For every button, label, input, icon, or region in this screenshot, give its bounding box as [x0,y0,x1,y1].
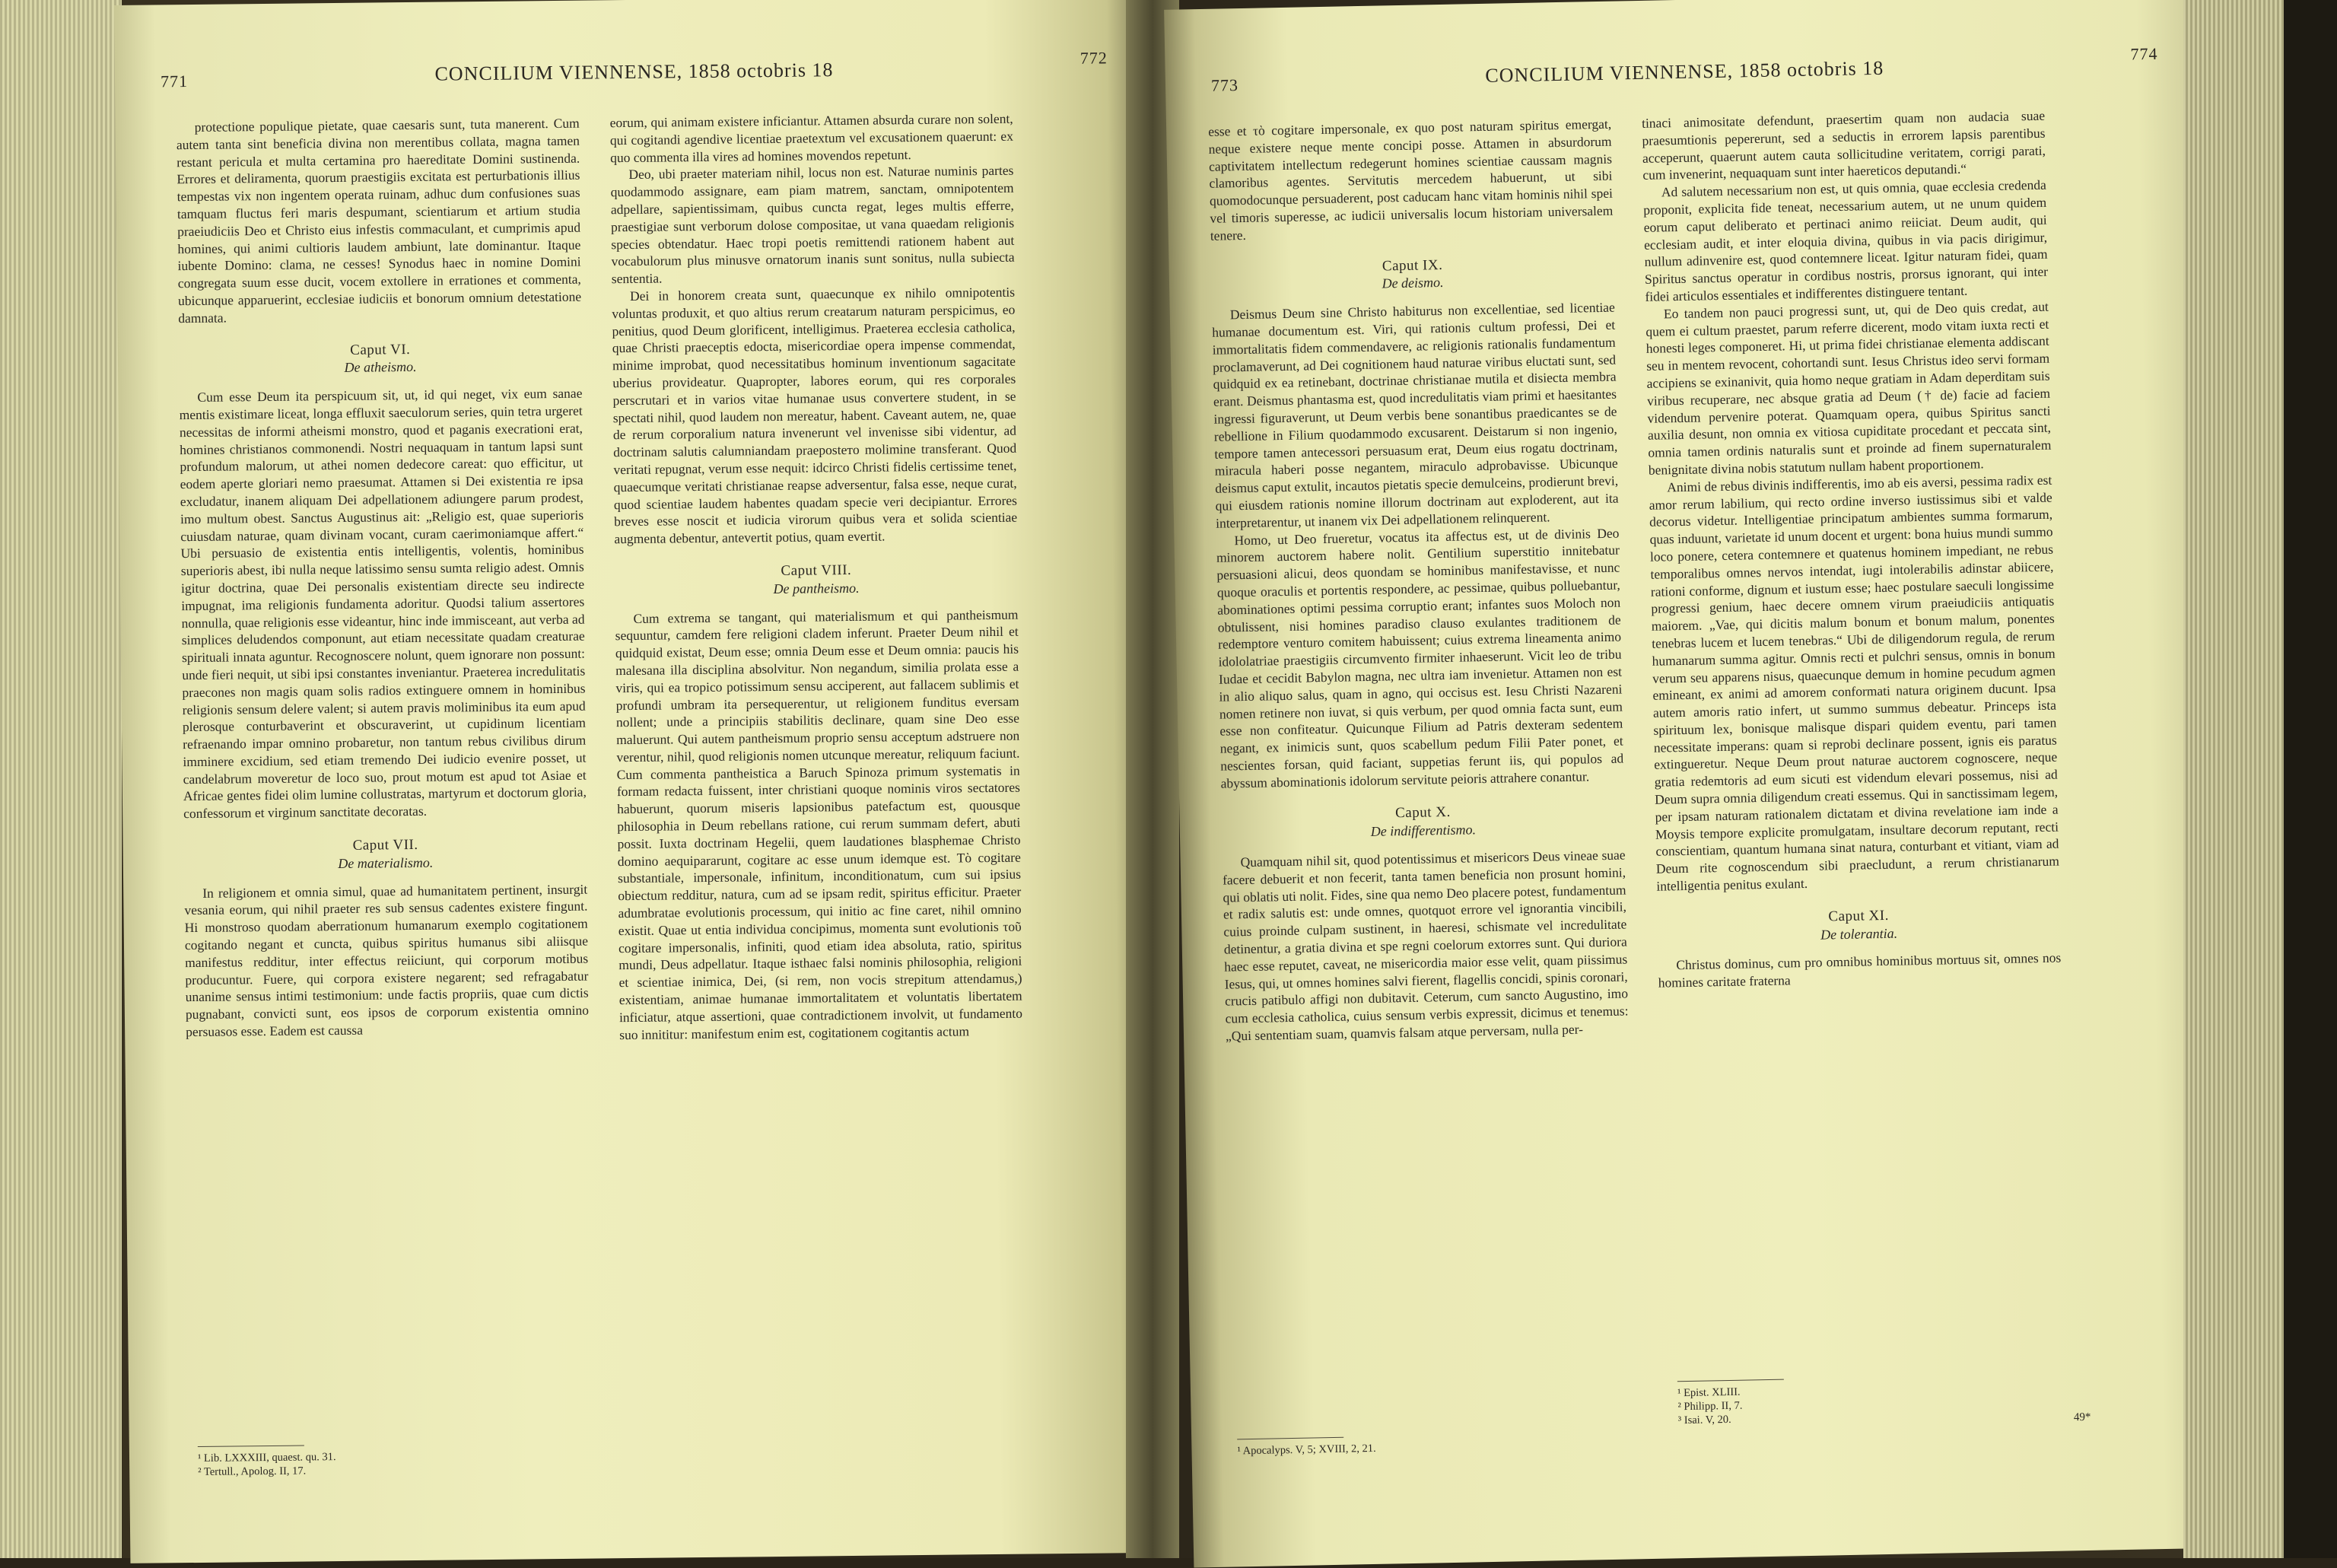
column-771 [176,115,590,1041]
footnote-774-2: ² Philipp. II, 7. [1677,1399,1743,1414]
footnote-rule [1677,1379,1784,1382]
running-head-left [161,48,1108,103]
chapter-subtitle: De tolerantia. [1820,925,1898,943]
paragraph: protectione populique pietate, quae caesaris sunt, tuta manerent. Cum autem tanta sint beneficia divina non merentibus collata, magna tamen restant pericula et multa certamina pro haereditate Domini sustinenda. Errores et deliramenta, quorum praestigiis excitata est perturbationis illius tempestas vix non ingentem operata ruinam, adhuc dum confusiones suas tamquam fluctus feri maris despumant, scientiarum et artium studia praeiudiciis Deo et Christo eius infestis commaculant, et cumprimis apud homines, qui animi cultioris laudem ambiunt, late dominantur. Itaque iubente Domino: clama, ne cesses! Synodus haec in nomine Domini congregata suum esse ducit, vocem extollere in errationes et commenta, ubicunque apparuerint, ecclesiae iudiciis et bonorum omnium detestatione damnata. [176,115,582,326]
paragraph: Ad salutem necessarium non est, ut quis omnia, quae ecclesia credenda proponit, explicita fide teneat, necessarium autem, ut ne unum quidem eorum caput deliberato et pertinaci animo reiiciat. Deum audit, qui ecclesiam audit, et inter eloquia divina, quibus in via pacis dirigimur, nullum adinvenire est, quod contemnere liceat. Igitur naturam fidei, quam Spiritus sanctus operatur in cordibus nostris, prorsus ignorant, qui inter fidei articulos essentiales et indifferentes distinguere tentant. [1643,177,2049,304]
running-title-right: CONCILIUM VIENNENSE, 1858 octobris 18 [1485,56,1884,87]
paragraph: In religionem et omnia simul, quae ad humanitatem pertinent, insurgit vesania eorum, qui nihil praeter res sub sensus cadentes existere fingunt. Hi monstroso quodam aberrationum humanarum exemplo cogitationem cogitando negant et cuncta, quibus spiritus humanus sibi aliisque manifestus redditur, inter effectus reiiciunt, qui corporum motibus producuntur. Fuere, qui corpora existere negarent; sed refragabatur unanime sensus intimi testimonium: unde factis propriis, quae cum dictis pugnabant, convicti sunt, eos ipsos de corporum existentia omnino persuasos esse. Eadem est caussa [184,881,590,1040]
chapter-heading: Caput XI. [1828,907,1890,925]
page-number-773: 773 [1210,75,1239,95]
signature-mark: 49* [2073,1411,2091,1424]
column-772 [610,110,1023,1044]
chapter-heading: Caput IX. [1382,256,1443,275]
paragraph: tinaci animositate defendunt, praesertim quam non audacia suae praesumtionis pepererunt, sed a seductis in errorem lapsis parentibus acceperunt, quaerunt autem cauta sollicitudine veritatem, corrigi parati, cum invenerint, nequaquam sunt inter haereticos deputandi.“ [1641,107,2046,183]
paragraph: Animi de rebus divinis indifferentis, imo ab eis aversi, pessima radix est amor rerum labilium, qui recto ordine inverso iustissimus sibi et valde decorus videtur. Intelligentiae principatum ambientes summa formarum, quas induunt, varietate id unum docent et urgent: bona huius mundi summo loco ponere, cetera contemnere et quatenus hominem impediant, ne rebus temporalibus omnes nervos intendat, iugi intolerabilis adinstar abiicere, rationi conforme, dignum et iustum esse; haec postulare saeculi longissime progressi genium, haec decere omnem virum praeiudiciis antiquatis maiorem. „Vae, qui dicitis malum bonum et bonum malum, ponentes tenebras lucem et lucem tenebras.“ Ubi de diligendorum regula, de rerum humanarum summa agitur. Omnis recti et pulchri sensus, omnis in bonum verum seu apparens nisus, quaecunque demum in homine pecudum agmen emineant, ex animi ad amorem conformati natura originem ducunt. Ipsa autem amoris ratio infert, ut summo summus debeatur. Princeps ista spirituum lex, bonisque malisque dispari quidem eventu, pari tamen necessitate imperans: quam si reprobi declinare possent, ignis eis paratus extingueretur. Neque Deum prout naturae auctorem cognoscere, neque gratia redemtoris ad eum sicuti est videndum elevari possemus, nisi ad Deum supra omnia diligendum creati essemus. Qui in sanctissimam legem, per ipsam naturam rationalem dictatam et divina revelatione iam inde a Moysis tempore explicite promulgatam, insultare decorum reputant, recti conscientiam, quantum humana sinat natura, conturbant et vitiant, viam ad Deum rite cognoscendum sibi praecludunt, a rerum christianarum intelligentia penitus exulant. [1649,472,2060,894]
paragraph: eorum, qui animam existere inficiantur. Attamen absurda curare non solent, qui cogitandi agendive licentiae praetextum vel excusationem quaerunt: ex quo commenta illa vires ad homines movendos repetunt. [609,110,1014,165]
footnote-2: ² Tertull., Apolog. II, 17. [198,1465,307,1478]
footnote-rule [198,1446,304,1447]
chapter-subtitle: De materialismo. [338,854,434,871]
chapter-subtitle: De deismo. [1382,275,1444,291]
chapter-heading: Caput VIII. [781,561,852,579]
footnote-1: ¹ Lib. LXXXIII, quaest. qu. 31. [197,1451,336,1465]
footnote-rule [1237,1437,1343,1440]
running-title-left: CONCILIUM VIENNENSE, 1858 octobris 18 [434,59,834,85]
footnotes-774 [1677,1379,1785,1428]
running-head-right [1210,44,2158,108]
paragraph: Cum esse Deum ita perspicuum sit, ut, id qui neget, vix eum sanae mentis existimare liceat, longa effluxit saeculorum series, quin tetra urgeret necessitas de informi atheismi monstro, quod et paganis execrationi erat, homines christianos commonendi. Nostri nequaquam in tantum lapsi sunt profundum malorum, ut athei nomen dedecore careat: quo efficitur, ut eodem aperte gloriari nemo praesumat. Attamen si Dei existentia re ipsa excludatur, inanem aliquam Dei adpellationem adiungere parum prodest, imo multum obest. Sanctus Augustinus ait: „Religio est, quae superioris cuiusdam naturae, quam divinam vocant, curam caerimoniamque affert.“ Ubi persuasio de existentia entis intelligentis, volentis, hominibus superioris abest, ibi nulla neque latissimo sensu sumta religio adest. Omnis igitur doctrina, quae Dei personalis existentiam directe seu indirecte impugnat, ima religionis fundamenta adoritur. Quodsi talium assertores nonnulla, quae religionis esse videantur, hinc inde immisceant, aut verba ad simplices deludendos componunt, aut etiam necessitate quadam creaturae spirituali innata aguntur. Recognoscere nolunt, quem ignorare non possunt: unde fieri nequit, ut sibi ipsi constantes inveniantur. Praeterea incredulitatis praecones non magis quam solis radios extinguere omnem in hominibus religionis sensum delere valent; si autem pravis moliminibus ita eum apud plerosque conturbaverint et obscuraverint, ut cupidinum licentiam refraenando impar omnino probaretur, non tantum rebus civilibus dirum imminere excidium, sed etiam tremendo Dei iudicio evenire posset, ut candelabrum moveretur de loco suo, prout motum est apud tot Asiae et Africae gentes fidei olim lumine collustratas, martyrum et doctorum gloria, confessorum et virginum sanctitate decoratas. [179,385,587,822]
left-page [114,0,1153,1563]
column-773 [1208,116,1629,1045]
paragraph: Eo tandem non pauci progressi sunt, ut, qui de Deo quis credat, aut quem ei cultum praestet, parum referre dicerent, modo vitam iuxta recti et honesti leges componeret. Hi, ut prima fidei christianae elementa addiscant seu in mentem revocent, cohortandi sunt. Iesus Christus ideo servi formam accipiens se exinanivit, quia homo neque gratiam in Adam deperditam suis viribus recuperare, nec absque gratia ad Deum († de) facie ad faciem videndum pervenire poterat. Quamquam opera, quibus Spiritus sancti auxilia desunt, non omnia ex vitiosa cupiditate procedant et peccata sint, omnia tamen ordinis naturalis sunt et proinde ad finem supernaturalem benignitate divina nobis statutum nullam habent proportionem. [1645,298,2052,478]
right-page [1164,0,2217,1568]
column-774 [1642,107,2062,992]
chapter-subtitle: De pantheismo. [773,580,860,596]
paragraph: Dei in honorem creata sunt, quaecunque ex nihilo omnipotentis voluntas produxit, et quo altius rerum creatarum naturam perspicimus, eo penitius, quod Deum glorificent, intelligimus. Praeterea ecclesia catholica, quae Christi praeceptis edocta, misericordiae opera impense commendat, minime improbat, quod necessitatibus hominum inventionum sagacitate uberius provideatur. Quapropter, labores eorum, qui res corporales perscrutari et in varios vitae humanae usus convertere student, in se spectati nihil, quod laudem non mereatur, habent. Caveant autem, ne, quae de rerum corporalium natura invenerunt vel invenisse sibi videntur, ad doctrinam salutis calumniandam praeposteтo molimine transferant. Quod veritati repugnat, verum esse nequit: idcirco Christi fidelis certissime tenet, quaecumque veritati christianae reapse adversentur, falsa esse, neque curat, quod scientiae laudem habentes quadam specie veri decipiantur. Errores breves esse noscit et iudicia virorum quibus vera et solida scientiae augmenta debentur, antevertit potius, quam evertit. [612,284,1018,547]
page-number-774: 774 [2130,43,2158,64]
page-number-772: 772 [1079,48,1108,68]
footnotes-773 [1237,1436,1376,1458]
footnotes-left [198,1445,336,1479]
paragraph: Homo, ut Deo frueretur, vocatus ita affectus est, ut de divinis Deo minorem auctorem habere nolit. Gentilium superstitio innitebatur persuasioni alicui, deos quondam se hominibus manifestavisse, et nunc quoque oraculis et portentis respondere, ac pessimae, quibus polluebantur, abominationes optimi pessima corruptio erant; infantes suos Moloch non obtulissent, nisi homines paradiso clauso exulantes traditionem de redemptore venturo comitem habuissent; cuius extrema lineamenta animo idololatriae praestigiis circumvento firmiter inhaeserunt. Vicit leo de tribu Iudae et cecidit Babylon magna, nec ultra iam invenietur. Attamen non est in alio aliquo salus, quam in agno, qui occisus est. Iesu Christi Nazareni nomen retinere non iuvat, si quis verbum, per quod omnia facta sunt, eum esse non confiteatur. Quicunque Filium ad Patris dexteram sedentem negant, ex inimicis sunt, quos scabellum pedum Filii Pater ponet, et nescientes forsan, quid faciant, suppetias ferunt iis, qui populos ad abyssum abominationis idolorum servitute peioris attrahere conantur. [1216,525,1624,791]
chapter-subtitle: De indifferentismo. [1370,822,1477,840]
chapter-subtitle: De atheismo. [344,359,417,376]
chapter-heading: Caput X. [1394,804,1451,822]
page-number-771: 771 [160,72,189,91]
paragraph: esse et τὸ cogitare impersonale, ex quo post naturam spiritus emergat, neque existere neque mente concipi posse. Attamen in absurdorum captivitatem intellectum redegerunt homines scientiae caussam magnis clamoribus agentes. Servitutis mercedem habuerunt, ut sibi quomodocunque persuaderent, post caducam hanc vitam hominis nihil spei vel timoris superesse, ac iudicii universalis locum historiam universalem tenere. [1208,116,1614,243]
footnote-774-1: ¹ Epist. XLIII. [1677,1385,1741,1400]
chapter-heading: Caput VII. [352,836,418,854]
paragraph: Deo, ubi praeter materiam nihil, locus non est. Naturae numinis partes quodammodo assignare, eam piam matrem, sanctam, omnipotentem adpellare, sapientissimam, quibus cuncta regat, leges multis efferre, praestigiae sunt verborum dolose compositae, ut vana quaedam religionis species obtendatur. Haec tropi poetis remittendi rationem habent aut vocabulorum plus minusve ornatorum inanis sunt sonitus, nulla subiecta sententia. [610,163,1015,287]
paragraph: Christus dominus, cum pro omnibus hominibus mortuus sit, omnes nos homines caritate fraterna [1658,949,2062,991]
page-edges-left [0,0,122,1558]
paragraph: Deismus Deum sine Christo habiturus non excellentiae, sed licentiae humanae documentum est. Viri, qui rationis cultum professi, Dei et immortalitatis fidem commendavere, ac religionis rationalis fundamentum proclamaverunt, ad Dei cognitionem haud naturae viribus eluctati sunt, sed quidquid ex ea retinebant, doctrinae christianae mutila et disiecta membra erant. Deismus phantasma est, quod incredulitatis viam primi et haesitantes ingressi figuraverunt, ut Deum verbis bene sonantibus praedicantes se de rebellione in Filium quodammodo excusarent. Deistarum si non ingenio, tempore tamen antecessori persuasum erat, Deum eius rogatu doctrinam, miracula haberi posse negantem, miraculo adprobavisse. Ubicunque deismus caput extulit, incautos pietatis specie demulceins, prodierunt brevi, qui eiusdem rationis nomine illorum doctrinam aut exploderent, aut ita interpretarentur, ut inanem vix Dei adpellationem relinquerent. [1212,299,1619,531]
footnote-774-3: ³ Isai. V, 20. [1677,1413,1731,1427]
paragraph: Quamquam nihil sit, quod potentissimus et misericors Deus vineae suae facere debuerit et non fecerit, tanta tamen beneficia non prosunt homini, qui oblatis uti nolit. Fides, sine qua nemo Deo placere potest, fundamentum et radix salutis est: unde omnes, quotquot errore vel ignorantia vincibili, cuius proinde culpam sustinent, in haeresi, schismate vel incredulitate detinentur, a gratia divina et spe regni coelorum extorres sunt. Qui duriora haec esse reputet, caveat, ne misericordia maior esse velit, quam piissimus Iesus, qui, ut omnes homines salvi fierent, flagellis concidi, spinis coronari, crucis patibulo affigi non dubitavit. Ceterum, cum sancto Augustino, imo cum ecclesia catholica, cuius sensum verbis expressit, dicimus et tenemus: „Qui sententiam suam, quamvis falsam atque perversam, nulla per- [1222,847,1629,1044]
page-edges-right [2183,0,2337,1558]
footnote-773-1: ¹ Apocalyps. V, 5; XVIII, 2, 21. [1237,1442,1376,1458]
paragraph: Cum extrema se tangant, qui materialismum et qui pantheismum sequuntur, camdem fere religioni cladem inferunt. Praeter Deum nihil et quidquid existat, Deum esse; omnia Deum esse et Deum omnia: paucis his malesana illa disciplina absolvitur. Non negandum, similia prolata esse a viris, qui ea tropico potissimum sensu acciperent, aut fallacem sublimis et profundi umbram ita persequerentur, ut religionem funditus eversam nollent; unde a principiis stabilitis declinare, quam sine Deo esse maluerunt. Qui autem pantheismum proprio sensu acceptum adstruere non verentur, nihil, quod religionis nomen utcunque mereatur, reliquum faciunt. Cum commenta pantheistica a Baruch Spinoza primum systematis in formam redacta fuissent, inter christiani quoque nominis viros sectatores habuerunt, quorum miseris lapsionibus patefactum est, quousque philosophia in Deum rebellans ratione, cui rerum summam defert, abuti possit. Iuxta doctrinam Hegelii, quem laudationes blasphemae Christo domino aequipararunt, cogitare ac esse unum idemque est. Τὸ cogitare substantiale, impersonale, infinitum, inconditionatum, cum sui ipsius obiectum redditur, natura, cum ad se ipsam redit, spiritus efficitur. Praeter adumbratae evolutionis processum, qui initio ac fine caret, nihil omnino existit. Quae ut entia individua concipimus, momenta sunt evolutionis τοῦ cogitare impersonalis, infiniti, quod etiam idea absoluta, ratio, spiritus mundi, Deus adpellatur. Itaque isthaec falsi nominis philosophia, religioni et scientiae inimica, Dei, (si rem, non vocis strepitum attendamus,) existentiam, animae humanae immortalitatem et voluntatis libertatem inficiatur, atque assertioni, quae contradictionem involvit, ut fundamento suo innititur: manifestum enim est, cogitationem cogitantis actum [615,606,1023,1042]
chapter-heading: Caput VI. [350,341,411,358]
